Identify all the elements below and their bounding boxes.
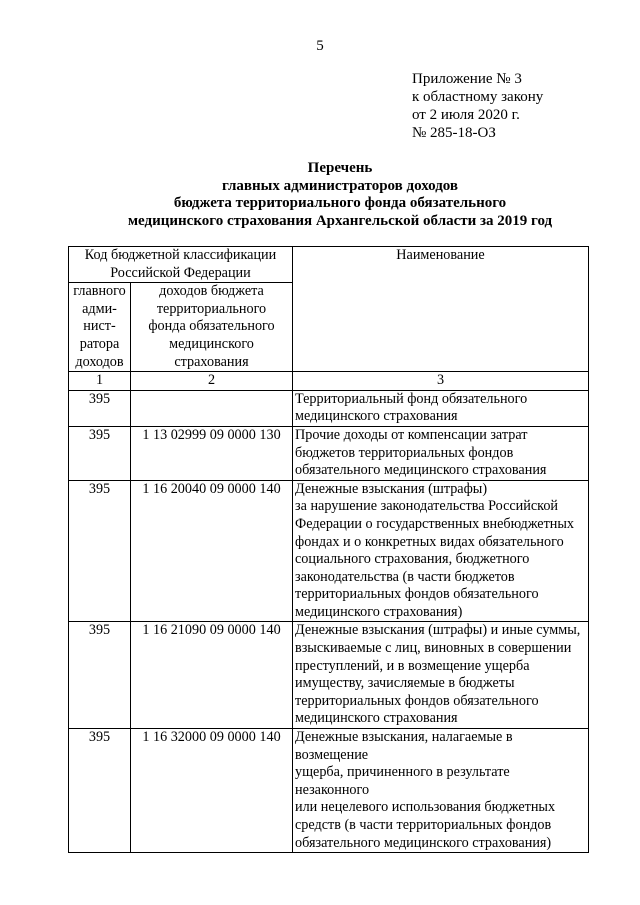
appendix-line: № 285-18-ОЗ bbox=[412, 125, 496, 141]
name-cell bbox=[293, 426, 589, 480]
title-line: Перечень bbox=[307, 160, 373, 176]
page-number: 5 bbox=[316, 38, 324, 54]
name-line: обязательного медицинского страхования bbox=[295, 462, 547, 479]
income-code-cell: 1 16 32000 09 0000 140 bbox=[131, 729, 293, 853]
name-line: Прочие доходы от компенсации затрат bbox=[295, 426, 528, 443]
name-line: имуществу, зачисляемые в бюджеты bbox=[295, 675, 515, 692]
name-line: Денежные взыскания (штрафы) и иные суммы, bbox=[295, 622, 581, 639]
header-line: Российской Федерации bbox=[110, 264, 251, 281]
code-group-header bbox=[69, 247, 293, 283]
header-line: Код бюджетной классификации bbox=[84, 247, 277, 263]
table-row bbox=[69, 622, 589, 729]
name-line: за нарушение законодательства Российской bbox=[295, 498, 558, 515]
column-number: 1 bbox=[69, 372, 131, 391]
admin-header bbox=[69, 283, 131, 372]
header-line: страхования bbox=[174, 353, 249, 370]
column-number: 3 bbox=[293, 372, 589, 391]
title-line: бюджета территориального фонда обязательного bbox=[173, 195, 507, 211]
admin-code-cell: 395 bbox=[69, 622, 131, 729]
table-row bbox=[69, 390, 589, 426]
appendix-line: от 2 июля 2020 г. bbox=[412, 107, 520, 123]
name-line: территориальных фондов обязательного bbox=[295, 586, 539, 603]
name-line: бюджетов территориальных фондов bbox=[295, 444, 514, 461]
header-line: адми- bbox=[82, 300, 117, 317]
admin-code-cell: 395 bbox=[69, 480, 131, 622]
table-row bbox=[69, 729, 589, 853]
document-title bbox=[40, 160, 640, 230]
name-header: Наименование bbox=[293, 247, 589, 372]
name-cell bbox=[293, 480, 589, 622]
income-code-cell: 1 16 20040 09 0000 140 bbox=[131, 480, 293, 622]
header-line: медицинского bbox=[169, 335, 254, 352]
name-line: законодательства (в части бюджетов bbox=[295, 568, 515, 585]
admin-code-cell: 395 bbox=[69, 729, 131, 853]
header-line: ратора bbox=[79, 335, 120, 352]
name-cell bbox=[293, 390, 589, 426]
name-line: средств (в части территориальных фондов bbox=[295, 817, 552, 833]
name-cell bbox=[293, 622, 589, 729]
header-line: территориального bbox=[156, 300, 267, 317]
appendix-line: Приложение № 3 bbox=[412, 71, 522, 87]
title-line: главных администраторов доходов bbox=[221, 177, 459, 194]
name-line: медицинского страхования bbox=[295, 408, 458, 425]
header-line: фонда обязательного bbox=[148, 318, 275, 335]
appendix-block bbox=[412, 70, 543, 142]
name-line: медицинского страхования bbox=[295, 710, 458, 727]
name-line: ущерба, причиненного в результате незаконного bbox=[295, 764, 510, 798]
name-line: или нецелевого использования бюджетных bbox=[295, 799, 556, 816]
name-line: Денежные взыскания, налагаемые в возмещение bbox=[295, 729, 513, 763]
header-line: доходов bbox=[75, 353, 124, 370]
table-header-row bbox=[69, 247, 589, 283]
appendix-line: к областному закону bbox=[412, 89, 544, 105]
name-cell bbox=[293, 729, 589, 853]
income-code-cell: 1 16 21090 09 0000 140 bbox=[131, 622, 293, 729]
name-line: социального страхования, бюджетного bbox=[295, 551, 530, 568]
name-line: Денежные взыскания (штрафы) bbox=[295, 480, 488, 497]
name-line: медицинского страхования) bbox=[295, 603, 463, 620]
name-line: обязательного медицинского страхования) bbox=[295, 834, 552, 851]
table-row bbox=[69, 480, 589, 622]
column-number: 2 bbox=[131, 372, 293, 391]
name-line: территориальных фондов обязательного bbox=[295, 692, 539, 709]
header-line: нист- bbox=[83, 318, 116, 335]
column-numbers-row bbox=[69, 372, 589, 391]
administrators-table bbox=[68, 246, 589, 853]
header-line: главного bbox=[73, 283, 126, 300]
header-line: доходов бюджета bbox=[159, 283, 264, 300]
name-line: взыскиваемые с лиц, виновных в совершении bbox=[295, 640, 572, 657]
income-code-cell: 1 13 02999 09 0000 130 bbox=[131, 426, 293, 480]
name-line: преступлений, и в возмещение ущерба bbox=[295, 657, 530, 674]
admin-code-cell: 395 bbox=[69, 390, 131, 426]
table-row bbox=[69, 426, 589, 480]
income-header bbox=[131, 283, 293, 372]
name-line: Федерации о государственных внебюджетных bbox=[295, 515, 575, 532]
admin-code-cell: 395 bbox=[69, 426, 131, 480]
name-line: фондах и о конкретных видах обязательного bbox=[295, 533, 564, 550]
income-code-cell bbox=[131, 390, 293, 426]
title-line: медицинского страхования Архангельской области за 2019 год bbox=[127, 212, 553, 229]
name-line: Территориальный фонд обязательного bbox=[295, 390, 528, 407]
